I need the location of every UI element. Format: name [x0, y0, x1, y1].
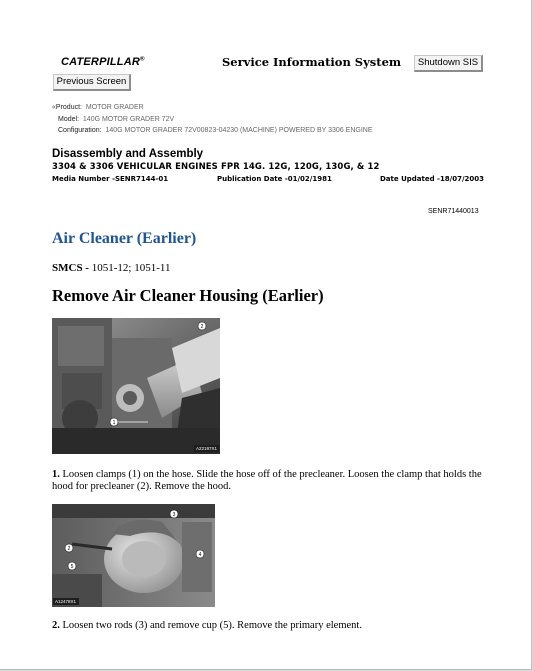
- publication-date: Publication Date -01/02/1981: [217, 175, 332, 183]
- system-title: Service Information System: [222, 55, 402, 69]
- figure-1-caption: A22197X1: [196, 446, 218, 451]
- step-1-text: 1. Loosen clamps (1) on the hose. Slide the hose off of the precleaner. Loosen the clamp that holds the hood for precleaner (2). Remove the hood.: [52, 469, 482, 492]
- document-subheading: 3304 & 3306 VEHICULAR ENGINES FPR 14G. 12G, 120G, 130G, & 12: [52, 162, 380, 172]
- figure-air-cleaner-photo: [52, 504, 215, 607]
- caterpillar-logo: CATERPILLAR®: [61, 56, 145, 68]
- section-title: Air Cleaner (Earlier): [52, 230, 197, 247]
- figure-precleaner-photo: [52, 318, 220, 454]
- configuration-line: Configuration: 140G MOTOR GRADER 72V00823-04230 (MACHINE) POWERED BY 3306 ENGINE: [58, 127, 373, 134]
- callout-4: 4: [198, 552, 202, 558]
- date-updated: Date Updated -18/07/2003: [380, 175, 485, 183]
- document-heading: Disassembly and Assembly: [52, 148, 204, 160]
- document-id: SENR71440013: [428, 208, 479, 215]
- engine-photo-1: [52, 318, 220, 454]
- product-line: «Product: MOTOR GRADER: [52, 104, 144, 111]
- callout-5: 5: [70, 564, 74, 570]
- callout-2b: 2: [67, 546, 71, 552]
- previous-screen-button[interactable]: Previous Screen: [53, 74, 131, 91]
- model-line: Model: 140G MOTOR GRADER 72V: [58, 116, 175, 123]
- step-2-text: 2. Loosen two rods (3) and remove cup (5). Remove the primary element.: [52, 620, 362, 631]
- figure-2-caption: A12478X1: [55, 599, 77, 604]
- media-number: Media Number -SENR7144-01: [52, 175, 169, 183]
- back-arrow-icon[interactable]: «: [52, 104, 56, 111]
- smcs-line: SMCS - 1051-12; 1051-11: [52, 262, 171, 274]
- callout-2: 2: [200, 324, 204, 330]
- procedure-title: Remove Air Cleaner Housing (Earlier): [52, 286, 324, 305]
- shutdown-sis-button[interactable]: Shutdown SIS: [414, 55, 483, 72]
- callout-1: 1: [112, 420, 116, 426]
- engine-photo-2: [52, 504, 215, 607]
- callout-3: 3: [172, 512, 176, 518]
